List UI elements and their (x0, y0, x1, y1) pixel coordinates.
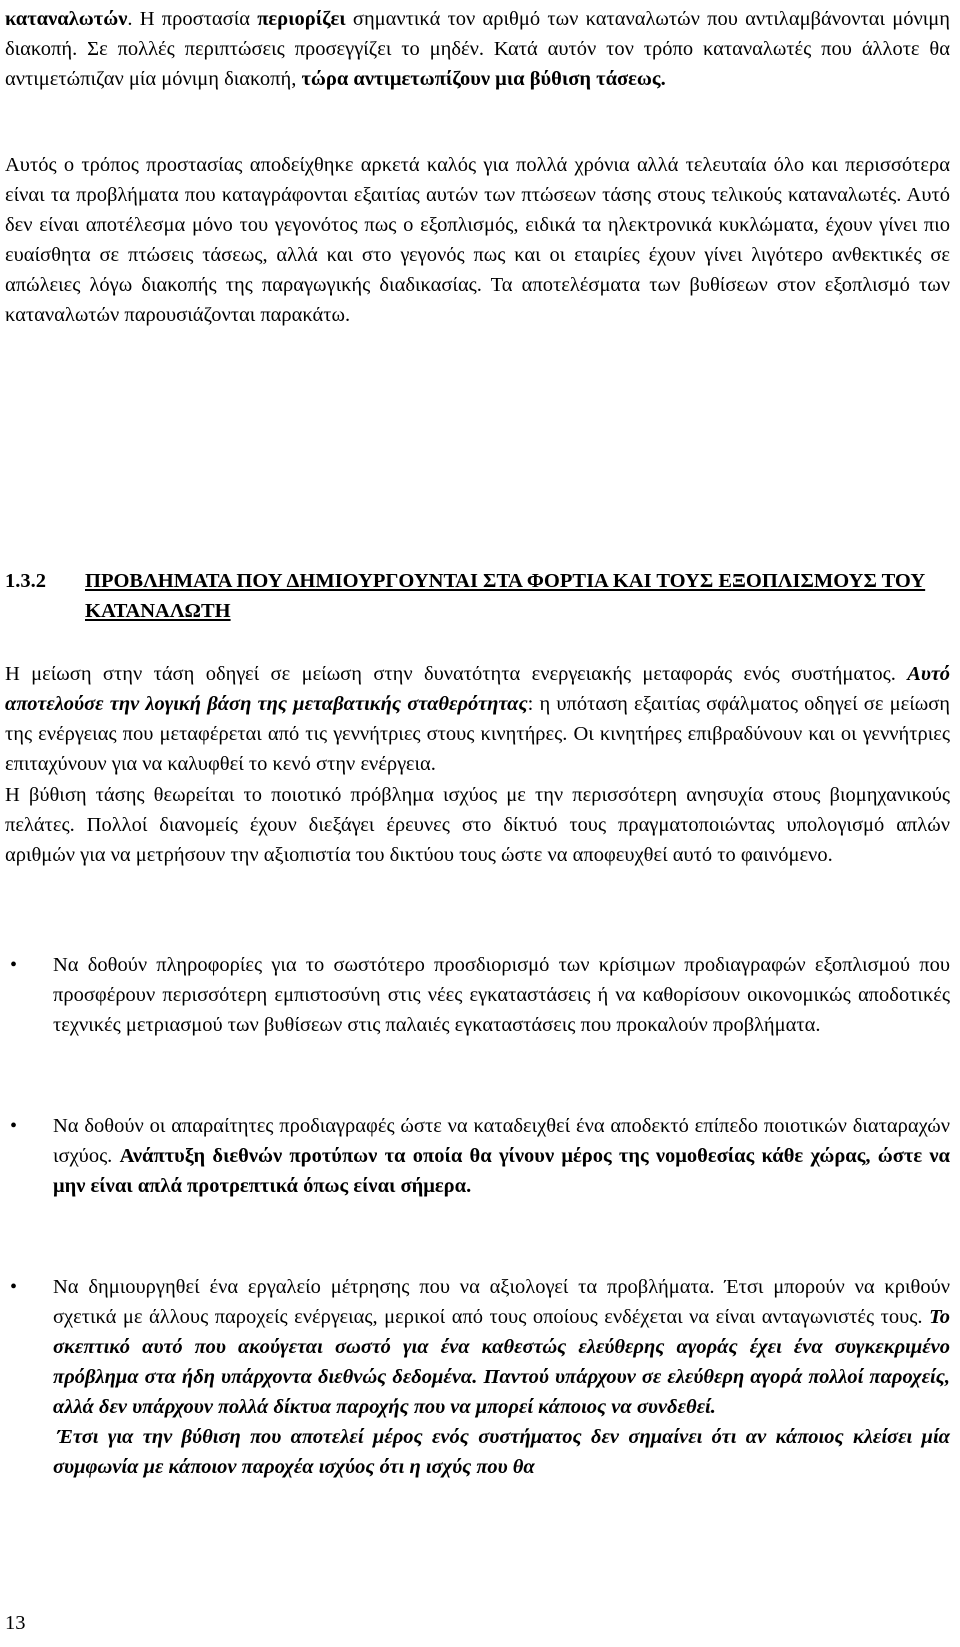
bold-term: περιορίζει (257, 8, 346, 30)
section-title: ΠΡΟΒΛΗΜΑΤΑ ΠΟΥ ΔΗΜΙΟΥΡΓΟΥΝΤΑΙ ΣΤΑ ΦΟΡΤΙΑ ΚΑΙ ΤΟΥΣ ΕΞΟΠΛΙΣΜΟΥΣ ΤΟΥ ΚΑΤΑΝΑΛΩΤΗ (85, 570, 926, 622)
bullet-text: Να δοθούν οι απαραίτητες προδιαγραφές ώστε να καταδειχθεί ένα αποδεκτό επίπεδο ποιοτικών διαταραχών ισχύος. Ανάπτυξη διεθνών προτύπων τα οποία θα γίνουν μέρος της νομοθεσίας κάθε χώρας, ώστε να μην είναι απλά προτρεπτικά όπως είναι σήμερα. (53, 1115, 950, 1197)
paragraph-protection: Αυτός ο τρόπος προστασίας αποδείχθηκε αρκετά καλός για πολλά χρόνια αλλά τελευταία όλο και περισσότερα είναι τα προβλήματα που καταγράφονται εξαιτίας αυτών των πτώσεων τάσης στους τελικούς καταναλωτές. Αυτό δεν είναι αποτέλεσμα μόνο του γεγονότος πως ο εξοπλισμός, ειδικά τα ηλεκτρονικά κυκλώματα, έχουν γίνει πιο ευαίσθητα σε πτώσεις τάσεως, αλλά και στο γεγονός πως και οι εταιρίες έχουν γίνει λιγότερο ανθεκτικές σε απώλειες λόγω διακοπής της παραγωγικής διαδικασίας. Τα αποτελέσματα των βυθίσεων στον εξοπλισμό των καταναλωτών παρουσιάζονται παρακάτω. (5, 154, 950, 326)
bullet-icon: • (10, 954, 18, 976)
bullet-text: Να δοθούν πληροφορίες για το σωστότερο προσδιορισμό των κρίσιμων προδιαγραφών εξοπλισμού που προσφέρουν περισσότερη εμπιστοσύνη στις νέες εγκαταστάσεις ή να καθορίσουν οικονομικώς αποδοτικές τεχνικές μετριασμού των βυθίσεων στις παλαιές εγκαταστάσεις που προκαλούν προβλήματα. (53, 954, 950, 1036)
bold-italic-phrase: Το σκεπτικό αυτό που ακούγεται σωστό για ένα καθεστώς ελεύθερης αγοράς έχει ένα συγκεκριμένο πρόβλημα στα ήδη υπάρχοντα διεθνώς δεδομένα. Παντού υπάρχουν σε ελεύθερη αγορά πολλοί παροχείς, αλλά δεν υπάρχουν πολλά δίκτυα παροχής που να μπορεί κάποιος να συνδεθεί. (53, 1306, 950, 1418)
paragraph-voltage-sag: Η βύθιση τάσης θεωρείται το ποιοτικό πρόβλημα ισχύος με την περισσότερη ανησυχία στους βιομηχανικούς πελάτες. Πολλοί διανομείς έχουν διεξάγει έρευνες στο δίκτυό τους πραγματοποιώντας υπολογισμό απλών αριθμών για να μετρήσουν την αξιοπιστία του δικτύου τους ώστε να αποφευχθεί αυτό το φαινόμενο. (5, 784, 950, 866)
bold-italic-phrase: Αυτό αποτελούσε την λογική βάση της μεταβατικής σταθερότητας (5, 663, 950, 715)
bold-term: καταναλωτών (5, 8, 128, 30)
bullet-icon: • (10, 1276, 18, 1298)
bold-phrase: Ανάπτυξη διεθνών προτύπων τα οποία θα γίνουν μέρος της νομοθεσίας κάθε χώρας, ώστε να μην είναι απλά προτρεπτικά όπως είναι σήμερα. (53, 1145, 950, 1197)
paragraph-voltage-reduction: Η μείωση στην τάση οδηγεί σε μείωση στην δυνατότητα ενεργειακής μεταφοράς ενός συστήματος. Αυτό αποτελούσε την λογική βάση της μεταβατικής σταθερότητας: η υπόταση εξαιτίας σφάλματος οδηγεί σε μείωση της ενέργειας που μεταφέρεται από τις γεννήτριες στους κινητήρες. Οι κινητήρες επιβραδύνουν και οι γεννήτριες επιταχύνουν για να καλυφθεί το κενό στην ενέργεια. (5, 663, 951, 775)
bullet-icon: • (10, 1115, 18, 1137)
paragraph-intro: καταναλωτών. Η προστασία περιορίζει σημαντικά τον αριθμό των καταναλωτών που αντιλαμβάνονται μόνιμη διακοπή. Σε πολλές περιπτώσεις προσεγγίζει το μηδέν. Κατά αυτόν τον τρόπο καταναλωτές που άλλοτε θα αντιμετώπιζαν μία μόνιμη διακοπή, τώρα αντιμετωπίζουν μια βύθιση τάσεως. (5, 8, 950, 90)
bullet-text: Να δημιουργηθεί ένα εργαλείο μέτρησης που να αξιολογεί τα προβλήματα. Έτσι μπορούν να κριθούν σχετικά με άλλους παροχείς ενέργειας, μερικοί από τους οποίους ενδέχεται να είναι ανταγωνιστές τους. Το σκεπτικό αυτό που ακούγεται σωστό για ένα καθεστώς ελεύθερης αγοράς έχει ένα συγκεκριμένο πρόβλημα στα ήδη υπάρχοντα διεθνώς δεδομένα. Παντού υπάρχουν σε ελεύθερη αγορά πολλοί παροχείς, αλλά δεν υπάρχουν πολλά δίκτυα παροχής που να μπορεί κάποιος να συνδεθεί. Έτσι για την βύθιση που αποτελεί μέρος ενός συστήματος δεν σημαίνει ότι αν κάποιος κλείσει μία συμφωνία με κάποιον παροχέα ισχύος ότι η ισχύς που θα (53, 1276, 950, 1478)
bold-italic-phrase: Έτσι για την βύθιση που αποτελεί μέρος ενός συστήματος δεν σημαίνει ότι αν κάποιος κλείσει μία συμφωνία με κάποιον παροχέα ισχύος ότι η ισχύς που θα (53, 1426, 950, 1478)
page-number: 13 (5, 1612, 26, 1634)
section-number: 1.3.2 (5, 570, 46, 592)
bold-phrase: τώρα αντιμετωπίζουν μια βύθιση τάσεως. (301, 68, 666, 90)
